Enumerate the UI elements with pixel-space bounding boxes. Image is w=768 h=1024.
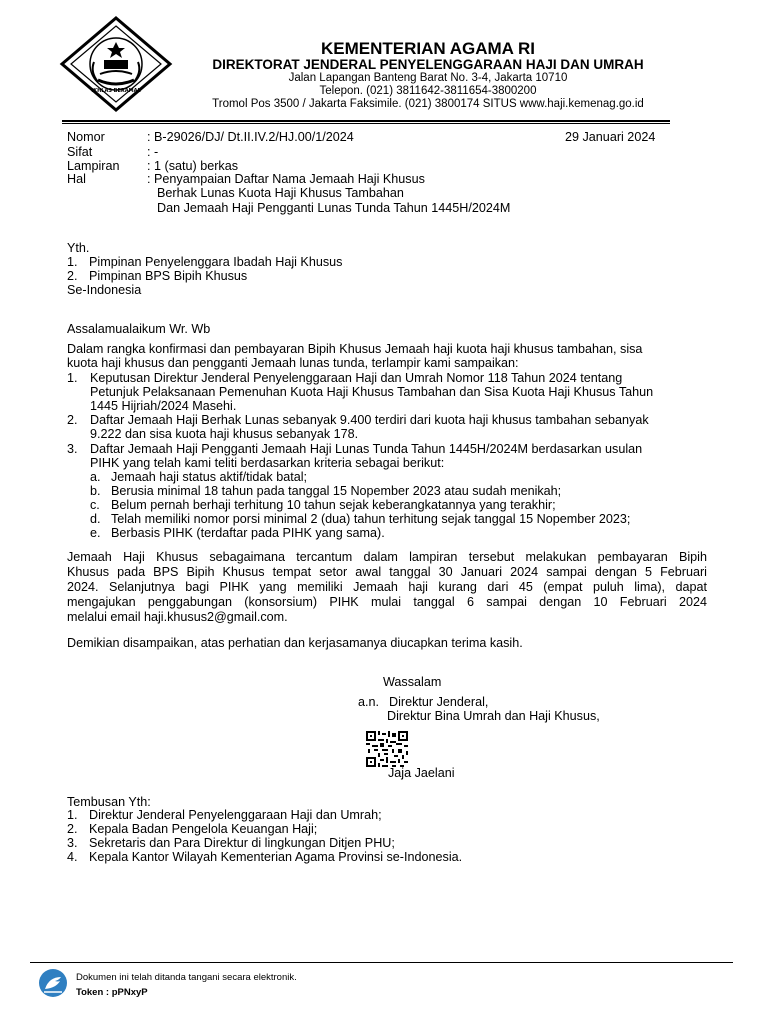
signature-qr-code	[366, 731, 408, 767]
lampiran-value: : 1 (satu) berkas	[147, 159, 238, 173]
kemenag-logo	[58, 14, 174, 114]
an-label: a.n.	[358, 695, 380, 709]
po-box-website: Tromol Pos 3500 / Jakarta Faksimile. (021) 3800174 SITUS www.haji.kemenag.go.id	[212, 98, 644, 110]
cc-item: Direktur Jenderal Penyelenggaraan Haji dan Umrah;	[89, 808, 382, 822]
lampiran-label: Lampiran	[67, 159, 120, 173]
hal-value-3: Dan Jemaah Haji Pengganti Lunas Tunda Tahun 1445H/2024M	[157, 201, 511, 215]
list-item-line: Keputusan Direktur Jenderal Penyelenggaraan Haji dan Umrah Nomor 118 Tahun 2024 tentang	[90, 371, 623, 385]
criteria-letter: e.	[90, 526, 101, 540]
list-item-line: Daftar Jemaah Haji Berhak Lunas sebanyak 9.400 terdiri dari kuota haji khusus tambahan sebanyak	[90, 413, 649, 427]
yth: Yth.	[67, 241, 90, 255]
sifat-label: Sifat	[67, 145, 93, 159]
paragraph-line: mengajukan penggabungan (konsorsium) PIHK mulai tanggal 6 sampai dengan 10 Februari 2024	[67, 595, 707, 609]
cc-item: Sekretaris dan Para Direktur di lingkungan Ditjen PHU;	[89, 836, 395, 850]
list-item-line: PIHK yang telah kami teliti berdasarkan kriteria sebagai berikut:	[90, 456, 445, 470]
paragraph-line: Khusus pada BPS Bipih Khusus tempat setor awal tanggal 30 Januari 2024 sampai dengan 5 Februari	[67, 565, 707, 579]
criteria-item: Belum pernah berhaji terhitung 10 tahun sejak keberangkatannya yang terakhir;	[111, 498, 556, 512]
ministry-name: KEMENTERIAN AGAMA RI	[320, 39, 536, 58]
list-item-line: 9.222 dan sisa kuota haji khusus sebanyak 178.	[90, 427, 359, 441]
intro-line: Dalam rangka konfirmasi dan pembayaran Bipih Khusus Jemaah haji kuota haji khusus tambahan, sisa	[67, 342, 643, 356]
intro-line: kuota haji khusus dan pengganti Jemaah lunas tunda, terlampir kami sampaikan:	[67, 356, 519, 370]
criteria-item: Berbasis PIHK (terdaftar pada PIHK yang sama).	[111, 526, 385, 540]
criteria-letter: b.	[90, 484, 101, 498]
cc-num: 3.	[67, 836, 78, 850]
greeting: Assalamualaikum Wr. Wb	[67, 322, 211, 336]
address: Jalan Lapangan Banteng Barat No. 3-4, Jakarta 10710	[288, 72, 568, 84]
hal-label: Hal	[67, 172, 86, 186]
paragraph-line: 2024. Selanjutnya bagi PIHK yang memiliki Jemaah haji kurang dari 45 (empat puluh lima), dapat	[67, 580, 707, 594]
criteria-item: Telah memiliki nomor porsi minimal 2 (dua) tahun terhitung sejak tanggal 15 Nopember 2023;	[111, 512, 631, 526]
list-item-line: 1445 Hijriah/2024 Masehi.	[90, 399, 237, 413]
criteria-letter: a.	[90, 470, 101, 484]
nomor-value: : B-29026/DJ/ Dt.II.IV.2/HJ.00/1/2024	[147, 130, 354, 144]
nomor-label: Nomor	[67, 130, 105, 144]
signatory-role-2: Direktur Bina Umrah dan Haji Khusus,	[387, 709, 600, 723]
criteria-letter: c.	[90, 498, 100, 512]
wassalam: Wassalam	[383, 675, 442, 689]
paragraph-line: Jemaah Haji Khusus sebagaimana tercantum dalam lampiran tersebut melakukan pembayaran Bipih	[67, 550, 707, 564]
header-rule	[62, 120, 670, 122]
recipient-region: Se-Indonesia	[67, 283, 142, 297]
cc-num: 2.	[67, 822, 78, 836]
footer-rule	[30, 962, 733, 963]
cc-num: 4.	[67, 850, 78, 864]
criteria-item: Jemaah haji status aktif/tidak batal;	[111, 470, 308, 484]
cc-item: Kepala Badan Pengelola Keuangan Haji;	[89, 822, 318, 836]
recipient-item: Pimpinan Penyelenggara Ibadah Haji Khusus	[89, 255, 343, 269]
closing-line: Demikian disampaikan, atas perhatian dan kerjasamanya diucapkan terima kasih.	[67, 636, 523, 650]
criteria-letter: d.	[90, 512, 101, 526]
signatory-name: Jaja Jaelani	[388, 766, 455, 780]
list-num: 1.	[67, 371, 78, 385]
recipient-num: 1.	[67, 255, 78, 269]
letter-date: 29 Januari 2024	[565, 130, 656, 144]
criteria-item: Berusia minimal 18 tahun pada tanggal 15 Nopember 2023 atau sudah menikah;	[111, 484, 562, 498]
footer-token: Token : pPNxyP	[76, 987, 148, 998]
cc-item: Kepala Kantor Wilayah Kementerian Agama Provinsi se-Indonesia.	[89, 850, 463, 864]
recipient-item: Pimpinan BPS Bipih Khusus	[89, 269, 248, 283]
recipient-num: 2.	[67, 269, 78, 283]
e-signature-badge-icon	[38, 968, 68, 998]
header-rule-thin	[62, 123, 670, 124]
list-item-line: Daftar Jemaah Haji Pengganti Jemaah Haji Lunas Tunda Tahun 1445H/2024M berdasarkan usulan	[90, 442, 643, 456]
list-num: 2.	[67, 413, 78, 427]
directorate-name: DIREKTORAT JENDERAL PENYELENGGARAAN HAJI DAN UMRAH	[212, 57, 644, 72]
paragraph-payment	[67, 550, 707, 625]
svg-text:IKHLAS BERAMAL: IKHLAS BERAMAL	[91, 88, 141, 94]
cc-num: 1.	[67, 808, 78, 822]
list-num: 3.	[67, 442, 78, 456]
cc-title: Tembusan Yth:	[67, 795, 151, 809]
signatory-role-1: Direktur Jenderal,	[389, 695, 489, 709]
hal-value-1: : Penyampaian Daftar Nama Jemaah Haji Khusus	[147, 172, 425, 186]
phone: Telepon. (021) 3811642-3811654-3800200	[319, 85, 537, 97]
hal-value-2: Berhak Lunas Kuota Haji Khusus Tambahan	[157, 186, 404, 200]
footer-note: Dokumen ini telah ditanda tangani secara elektronik.	[76, 972, 297, 983]
list-item-line: Petunjuk Pelaksanaan Pemenuhan Kuota Haji Khusus Tambahan dan Sisa Kuota Haji Khusus Tahun	[90, 385, 654, 399]
sifat-value: : -	[147, 145, 159, 159]
paragraph-line: melalui email haji.khusus2@gmail.com.	[67, 610, 288, 624]
